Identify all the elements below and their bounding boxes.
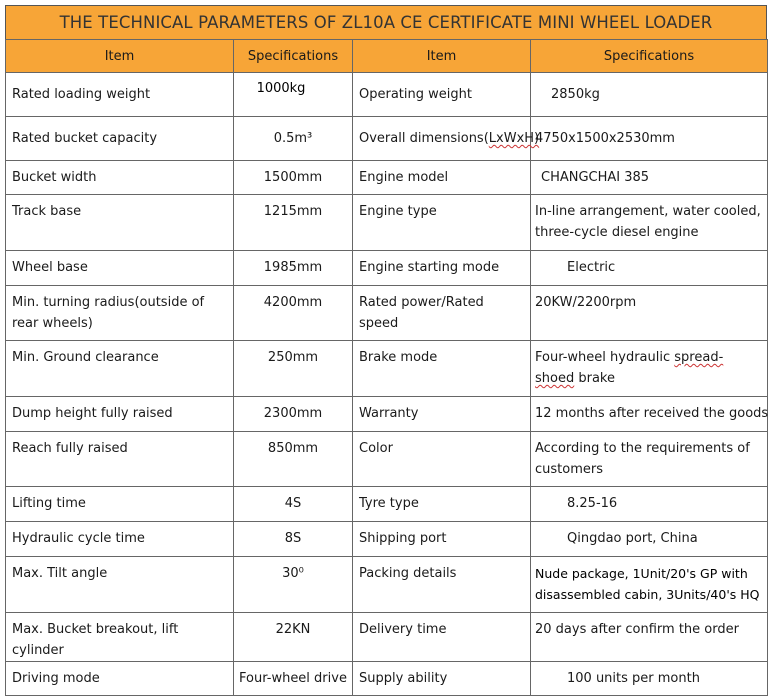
item-cell: Rated loading weight — [6, 73, 234, 117]
table-header-row — [6, 40, 768, 73]
table-row — [6, 341, 768, 397]
item2-cell: Operating weight — [353, 73, 531, 117]
spec2-cell: Qingdao port, China — [531, 522, 768, 557]
item-cell: Max. Tilt angle — [6, 557, 234, 613]
spec-cell: 1500mm — [234, 161, 353, 195]
item-cell: Driving mode — [6, 662, 234, 696]
spec-cell: 4S — [234, 487, 353, 522]
spec-cell: 22KN — [234, 613, 353, 662]
header-item: Item — [6, 40, 234, 73]
table-row — [6, 557, 768, 613]
item2-cell: Tyre type — [353, 487, 531, 522]
table-row — [6, 397, 768, 432]
item-cell: Min. Ground clearance — [6, 341, 234, 397]
item2-cell: Rated power/Rated speed — [353, 286, 531, 341]
item2-cell: Color — [353, 432, 531, 487]
item2-cell: Shipping port — [353, 522, 531, 557]
spec-cell: 250mm — [234, 341, 353, 397]
spec-cell: 4200mm — [234, 286, 353, 341]
item-cell: Track base — [6, 195, 234, 251]
spec2-cell: Electric — [531, 251, 768, 286]
item-cell: Lifting time — [6, 487, 234, 522]
item2-cell: Delivery time — [353, 613, 531, 662]
item2-cell: Overall dimensions(LxWxH) — [353, 117, 531, 161]
spec-cell: 1215mm — [234, 195, 353, 251]
spec-cell: 1985mm — [234, 251, 353, 286]
table-row — [6, 195, 768, 251]
item2-cell: Brake mode — [353, 341, 531, 397]
spec2-cell: Nude package, 1Unit/20's GP with disassembled cabin, 3Units/40's HQ — [531, 557, 768, 613]
item2-cell: Engine starting mode — [353, 251, 531, 286]
table-row — [6, 286, 768, 341]
spec2-cell: In-line arrangement, water cooled, three-cycle diesel engine — [531, 195, 768, 251]
spec2-cell: 20 days after confirm the order — [531, 613, 768, 662]
item2-cell: Supply ability — [353, 662, 531, 696]
spellcheck-mark: LxWxH) — [488, 131, 540, 146]
spec-cell: 1000kg — [234, 73, 353, 117]
item-cell: Min. turning radius(outside of rear wheels) — [6, 286, 234, 341]
spellcheck-mark: spread-shoed — [535, 350, 724, 386]
item-cell: Dump height fully raised — [6, 397, 234, 432]
spec-sheet — [5, 5, 767, 696]
parameters-table — [5, 39, 768, 696]
header-specifications-2: Specifications — [531, 40, 768, 73]
item-cell: Max. Bucket breakout, lift cylinder — [6, 613, 234, 662]
spec2-cell: 100 units per month — [531, 662, 768, 696]
table-row — [6, 613, 768, 662]
item-cell: Wheel base — [6, 251, 234, 286]
spec2-cell: 8.25-16 — [531, 487, 768, 522]
header-item-2: Item — [353, 40, 531, 73]
table-row — [6, 251, 768, 286]
spec2-cell: 12 months after received the goods — [531, 397, 768, 432]
table-row — [6, 662, 768, 696]
item-cell: Bucket width — [6, 161, 234, 195]
table-row — [6, 161, 768, 195]
item2-cell: Packing details — [353, 557, 531, 613]
table-title: THE TECHNICAL PARAMETERS OF ZL10A CE CERTIFICATE MINI WHEEL LOADER — [5, 5, 767, 39]
spec2-cell: 2850kg — [531, 73, 768, 117]
header-specifications: Specifications — [234, 40, 353, 73]
spec2-cell: 20KW/2200rpm — [531, 286, 768, 341]
item2-cell: Warranty — [353, 397, 531, 432]
spec-cell: 30⁰ — [234, 557, 353, 613]
table-row — [6, 487, 768, 522]
spec-cell: 850mm — [234, 432, 353, 487]
table-row — [6, 73, 768, 117]
spec2-cell: CHANGCHAI 385 — [531, 161, 768, 195]
item-cell: Reach fully raised — [6, 432, 234, 487]
spec-cell: 0.5m³ — [234, 117, 353, 161]
spec-cell: Four-wheel drive — [234, 662, 353, 696]
item-cell: Hydraulic cycle time — [6, 522, 234, 557]
item2-cell: Engine type — [353, 195, 531, 251]
spec2-cell: 4750x1500x2530mm — [531, 117, 768, 161]
spec2-cell: According to the requirements of customers — [531, 432, 768, 487]
table-row — [6, 522, 768, 557]
spec-cell: 8S — [234, 522, 353, 557]
spec-cell: 2300mm — [234, 397, 353, 432]
item2-cell: Engine model — [353, 161, 531, 195]
spec2-cell: Four-wheel hydraulic spread-shoed brake — [531, 341, 768, 397]
item-cell: Rated bucket capacity — [6, 117, 234, 161]
table-row — [6, 432, 768, 487]
table-row — [6, 117, 768, 161]
